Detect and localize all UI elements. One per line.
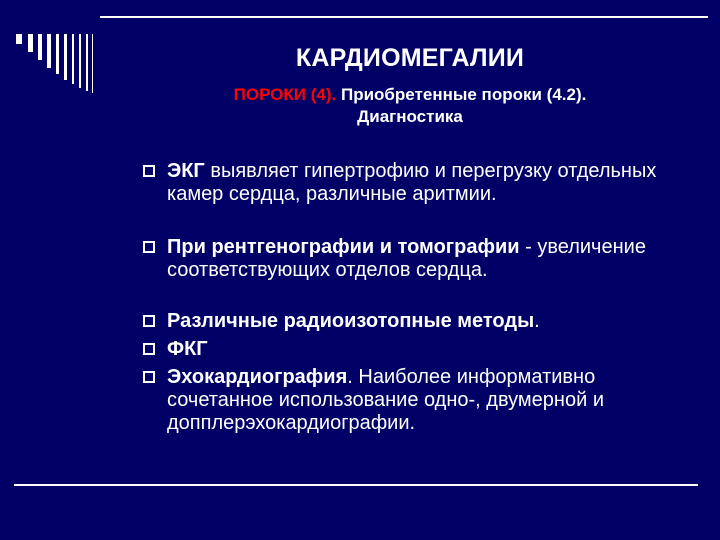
slide-subtitle [150,84,670,128]
bullet-rest: выявляет гипертрофию и перегрузку отдельных камер сердца, различные аритмии. [167,160,657,205]
bullet-bold: ЭКГ [167,160,205,182]
bullet-bold: Различные радиоизотопные методы [167,310,535,332]
bottom-divider-line [14,484,698,486]
square-bullet-icon [143,343,155,355]
square-bullet-icon [143,241,155,253]
decorative-bars [16,34,136,94]
subtitle-white-part: Приобретенные пороки (4.2). [336,85,587,104]
bullet-rest: . [534,310,540,332]
bullet-text [167,236,667,282]
top-divider-line [100,16,708,18]
bullet-text [167,160,667,206]
bullet-rest: - увеличение соответствующих отделов сердца. [167,236,646,281]
square-bullet-icon [143,315,155,327]
square-bullet-icon [143,165,155,177]
bullet-bold: При рентгенографии и томографии [167,236,520,258]
bullet-bold: Эхокардиография [167,366,348,388]
bullet-text [167,366,667,435]
subtitle-red-part: ПОРОКИ (4). [233,85,337,104]
subtitle-line-1 [150,84,670,106]
subtitle-line-2: Диагностика [357,107,463,126]
bullet-text [167,310,667,333]
square-bullet-icon [143,371,155,383]
bullet-rest: . Наиболее информативно сочетанное использование одно-, двумерной и допплерэхокардиографии. [167,366,604,434]
slide-title: КАРДИОМЕГАЛИИ [295,44,525,72]
bullet-bold: ФКГ [167,338,208,360]
bullet-text [167,338,667,361]
